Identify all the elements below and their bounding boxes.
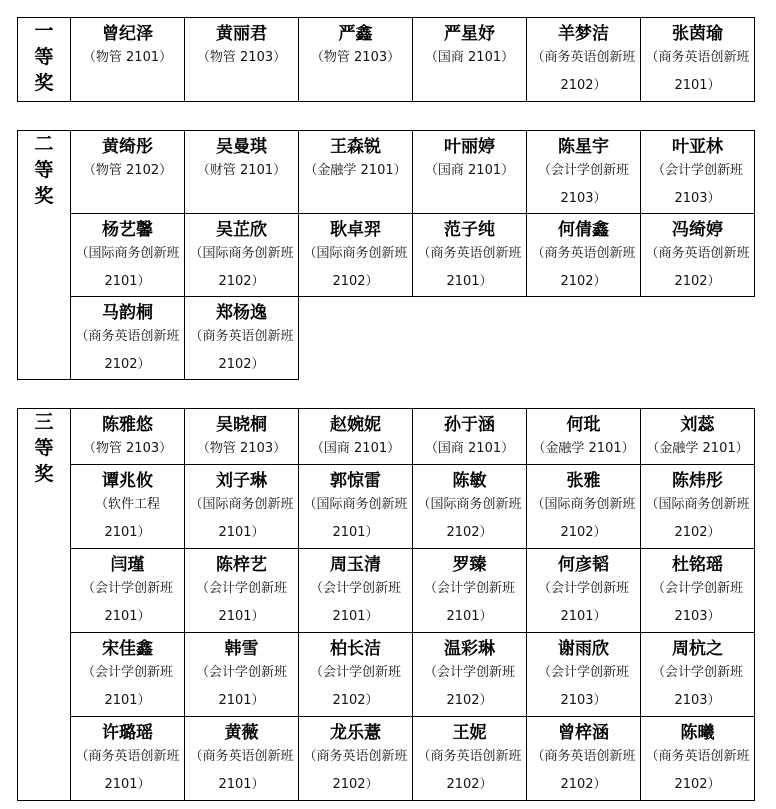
winner-cell xyxy=(185,633,299,717)
winner-name: 严鑫 xyxy=(338,24,373,44)
winner-name: 陈梓艺 xyxy=(216,555,267,575)
winner-cell xyxy=(527,214,641,297)
winner-cell xyxy=(71,409,185,465)
winner-cell xyxy=(185,18,299,102)
winner-name: 周玉清 xyxy=(330,555,381,575)
winner-name: 孙于涵 xyxy=(444,415,495,435)
winner-class: （国际商务创新班 2102） xyxy=(303,246,408,289)
winner-class: （财管 2101） xyxy=(196,163,287,178)
winner-cell xyxy=(299,409,413,465)
winner-name: 范子纯 xyxy=(444,220,495,240)
winner-class: （国际商务创新班 2102） xyxy=(189,246,294,289)
winner-name: 周杭之 xyxy=(672,639,723,659)
winner-cell xyxy=(413,409,527,465)
winner-class: （国际商务创新班 2101） xyxy=(75,246,180,289)
winner-class: （国商 2101） xyxy=(424,441,515,456)
winner-name: 宋佳鑫 xyxy=(102,639,153,659)
winner-class: （物管 2102） xyxy=(82,163,173,178)
second-prize-label: 二 等 奖 xyxy=(18,131,71,380)
winner-name: 许璐瑶 xyxy=(102,723,153,743)
winner-name: 张茵瑜 xyxy=(672,24,723,44)
winner-cell xyxy=(71,214,185,297)
winner-cell xyxy=(71,131,185,214)
winner-name: 黄薇 xyxy=(224,723,259,743)
winner-name: 叶亚林 xyxy=(672,137,723,157)
winner-name: 闫瑾 xyxy=(110,555,145,575)
winner-name: 谭兆攸 xyxy=(102,471,153,491)
winner-name: 温彩琳 xyxy=(444,639,495,659)
winner-name: 谢雨欣 xyxy=(558,639,609,659)
winner-name: 杜铭瑶 xyxy=(672,555,723,575)
winner-class: （商务英语创新班 2101） xyxy=(417,246,522,289)
winner-class: （会计学创新班 2101） xyxy=(423,581,515,624)
winner-cell xyxy=(299,18,413,102)
winner-name: 吴曼琪 xyxy=(216,137,267,157)
winner-cell xyxy=(527,717,641,801)
winner-class: （商务英语创新班 2102） xyxy=(531,749,636,792)
winner-cell xyxy=(71,633,185,717)
winner-cell xyxy=(413,131,527,214)
winner-cell xyxy=(299,214,413,297)
winner-cell xyxy=(527,633,641,717)
winner-name: 耿卓羿 xyxy=(330,220,381,240)
winner-class: （金融学 2101） xyxy=(646,441,749,456)
winner-cell xyxy=(185,131,299,214)
winner-name: 柏长洁 xyxy=(330,639,381,659)
winner-cell xyxy=(527,409,641,465)
winner-class: （金融学 2101） xyxy=(304,163,407,178)
winner-class: （软件工程 2101） xyxy=(94,497,160,540)
winner-name: 陈星宇 xyxy=(558,137,609,157)
winner-name: 陈炜彤 xyxy=(672,471,723,491)
winner-cell xyxy=(185,214,299,297)
third-prize-label: 三 等 奖 xyxy=(18,409,71,801)
winner-class: （国际商务创新班 2102） xyxy=(645,497,750,540)
winner-class: （会计学创新班 2101） xyxy=(309,581,401,624)
winner-class: （会计学创新班 2101） xyxy=(537,581,629,624)
winner-name: 陈雅悠 xyxy=(102,415,153,435)
winner-cell xyxy=(641,549,755,633)
winner-cell xyxy=(185,465,299,549)
winner-name: 龙乐薏 xyxy=(330,723,381,743)
third-prize-table xyxy=(17,408,755,801)
winner-class: （物管 2101） xyxy=(82,50,173,65)
winner-name: 赵婉妮 xyxy=(330,415,381,435)
winner-class: （商务英语创新班 2102） xyxy=(645,246,750,289)
winner-class: （商务英语创新班 2102） xyxy=(531,50,636,93)
winner-cell xyxy=(413,18,527,102)
winner-cell xyxy=(185,409,299,465)
winner-name: 曾梓涵 xyxy=(558,723,609,743)
winner-name: 冯绮婷 xyxy=(672,220,723,240)
winner-class: （国际商务创新班 2101） xyxy=(303,497,408,540)
winner-class: （物管 2103） xyxy=(196,441,287,456)
winner-name: 韩雪 xyxy=(224,639,259,659)
winner-name: 陈曦 xyxy=(680,723,715,743)
winner-cell xyxy=(185,297,299,380)
winner-class: （会计学创新班 2101） xyxy=(81,581,173,624)
winner-name: 罗臻 xyxy=(452,555,487,575)
winner-class: （会计学创新班 2103） xyxy=(537,163,629,206)
winner-name: 严星妤 xyxy=(444,24,495,44)
winner-class: （国商 2101） xyxy=(424,163,515,178)
winner-cell xyxy=(299,717,413,801)
winner-class: （商务英语创新班 2102） xyxy=(417,749,522,792)
winner-class: （会计学创新班 2103） xyxy=(537,665,629,708)
winner-class: （商务英语创新班 2101） xyxy=(645,50,750,93)
winner-class: （商务英语创新班 2102） xyxy=(75,329,180,372)
winner-cell xyxy=(641,18,755,102)
winner-class: （物管 2103） xyxy=(310,50,401,65)
winner-name: 吴芷欣 xyxy=(216,220,267,240)
winner-cell xyxy=(299,465,413,549)
winner-class: （会计学创新班 2103） xyxy=(651,665,743,708)
first-prize-label: 一 等 奖 xyxy=(18,18,71,102)
winner-name: 陈敏 xyxy=(452,471,487,491)
winner-cell xyxy=(299,131,413,214)
winner-cell xyxy=(71,297,185,380)
winner-class: （国际商务创新班 2101） xyxy=(189,497,294,540)
winner-class: （会计学创新班 2101） xyxy=(195,581,287,624)
winner-name: 何彦韬 xyxy=(558,555,609,575)
winner-name: 曾纪泽 xyxy=(102,24,153,44)
winner-cell xyxy=(413,214,527,297)
winner-class: （会计学创新班 2103） xyxy=(651,581,743,624)
winner-name: 羊梦洁 xyxy=(558,24,609,44)
winner-class: （商务英语创新班 2102） xyxy=(303,749,408,792)
winner-class: （物管 2103） xyxy=(196,50,287,65)
winner-class: （商务英语创新班 2102） xyxy=(645,749,750,792)
winner-name: 黄丽君 xyxy=(216,24,267,44)
winner-cell xyxy=(641,633,755,717)
winner-class: （国际商务创新班 2102） xyxy=(531,497,636,540)
winner-class: （国商 2101） xyxy=(310,441,401,456)
winner-class: （商务英语创新班 2101） xyxy=(189,749,294,792)
winner-cell xyxy=(527,549,641,633)
winner-name: 郭惊雷 xyxy=(330,471,381,491)
winner-class: （会计学创新班 2102） xyxy=(423,665,515,708)
winner-name: 叶丽婷 xyxy=(444,137,495,157)
winner-cell xyxy=(641,465,755,549)
winner-class: （会计学创新班 2103） xyxy=(651,163,743,206)
winner-cell xyxy=(71,18,185,102)
winner-cell xyxy=(641,131,755,214)
winner-name: 王妮 xyxy=(452,723,487,743)
winner-class: （国商 2101） xyxy=(424,50,515,65)
winner-cell xyxy=(413,549,527,633)
winner-name: 刘蕊 xyxy=(680,415,715,435)
winner-class: （国际商务创新班 2102） xyxy=(417,497,522,540)
winner-cell xyxy=(413,717,527,801)
winner-class: （会计学创新班 2102） xyxy=(309,665,401,708)
winner-class: （会计学创新班 2101） xyxy=(195,665,287,708)
first-prize-table xyxy=(17,17,755,102)
winner-cell xyxy=(527,131,641,214)
second-prize-table xyxy=(17,130,755,380)
winner-name: 吴晓桐 xyxy=(216,415,267,435)
winner-cell xyxy=(71,465,185,549)
winner-cell xyxy=(185,549,299,633)
winner-cell xyxy=(641,409,755,465)
winner-class: （物管 2103） xyxy=(82,441,173,456)
winner-name: 何倩鑫 xyxy=(558,220,609,240)
winner-cell xyxy=(527,465,641,549)
winner-cell xyxy=(299,549,413,633)
winner-cell xyxy=(71,717,185,801)
winner-class: （金融学 2101） xyxy=(532,441,635,456)
winner-name: 王森锐 xyxy=(330,137,381,157)
winner-class: （会计学创新班 2101） xyxy=(81,665,173,708)
winner-cell xyxy=(185,717,299,801)
winner-class: （商务英语创新班 2102） xyxy=(531,246,636,289)
winner-cell xyxy=(527,18,641,102)
winner-cell xyxy=(641,214,755,297)
winner-cell xyxy=(641,717,755,801)
winner-name: 张雅 xyxy=(566,471,601,491)
winner-name: 何玭 xyxy=(566,415,601,435)
winner-cell xyxy=(71,549,185,633)
winner-name: 郑杨逸 xyxy=(216,303,267,323)
winner-name: 黄绮彤 xyxy=(102,137,153,157)
winner-name: 杨艺馨 xyxy=(102,220,153,240)
winner-class: （商务英语创新班 2102） xyxy=(189,329,294,372)
winner-name: 刘子琳 xyxy=(216,471,267,491)
winner-name: 马韵桐 xyxy=(102,303,153,323)
winner-cell xyxy=(413,465,527,549)
winner-cell xyxy=(413,633,527,717)
winner-class: （商务英语创新班 2101） xyxy=(75,749,180,792)
winner-cell xyxy=(299,633,413,717)
